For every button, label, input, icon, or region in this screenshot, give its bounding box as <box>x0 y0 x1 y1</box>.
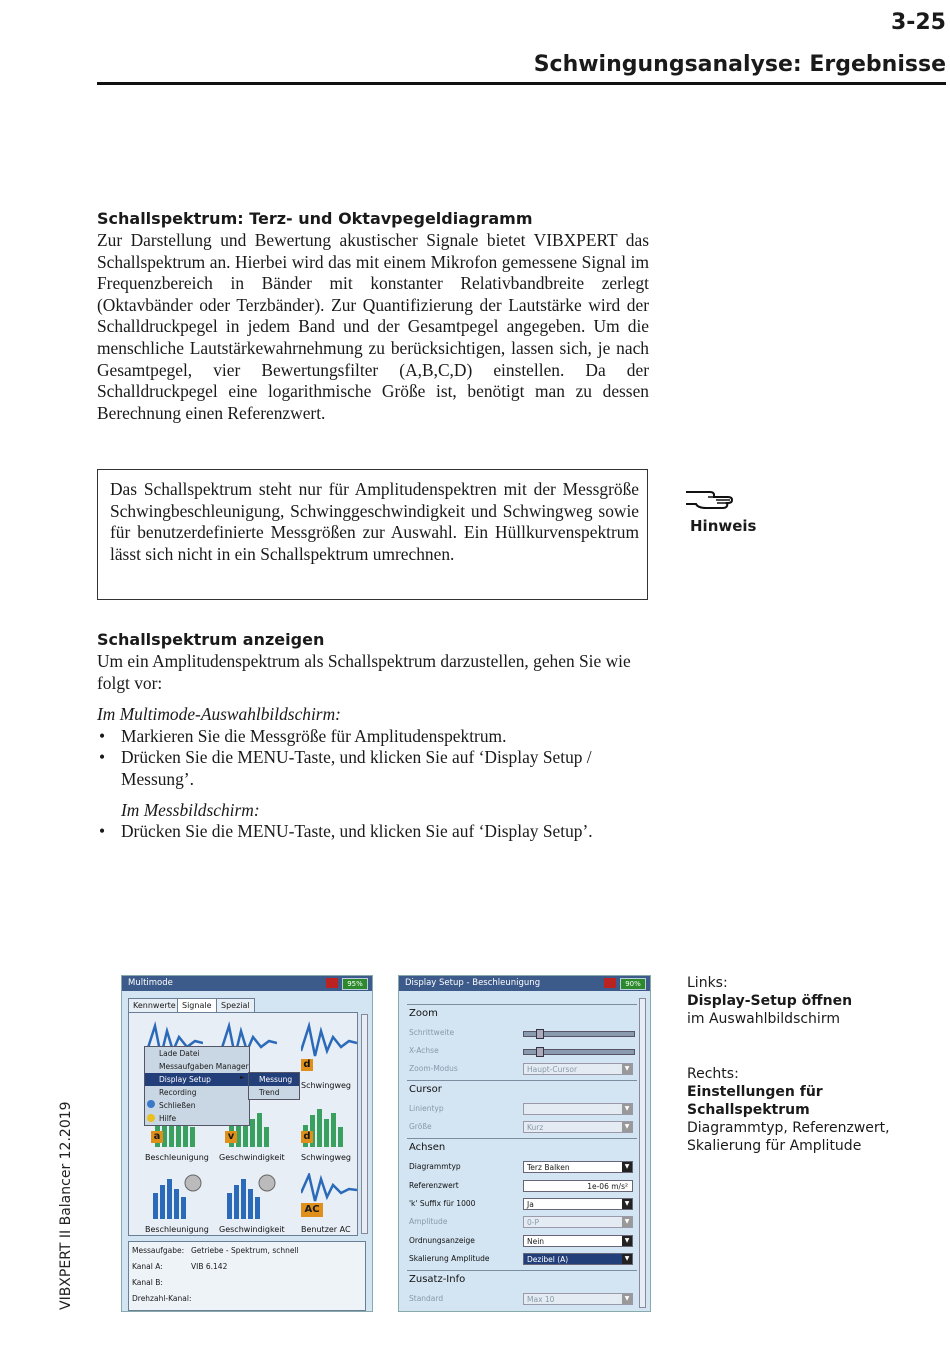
label-referenzwert: Referenzwert <box>409 1181 459 1190</box>
select-skalierung-amplitude[interactable] <box>523 1253 633 1265</box>
header-rule <box>97 82 946 85</box>
note-text: Das Schallspektrum steht nur für Amplitudenspektren mit der Messgröße Schwingbeschleunigung, Schwinggeschwindigkeit und Schwingweg sowie für benutzerdefinierte Messgrößen zur Auswahl. Ein Hüllkurvenspektrum lässt sich nicht in ein Schallspektrum umrechnen. <box>110 479 639 564</box>
info-key: Drehzahl-Kanal: <box>132 1294 192 1303</box>
battery-indicator: 95% <box>342 978 368 990</box>
list-item: • Drücken Sie die MENU-Taste, und klicken Sie auf ‘Display Setup’. <box>97 821 649 843</box>
multimode-screen <box>121 975 373 1312</box>
info-panel <box>128 1241 366 1311</box>
tile-label: Geschwindigkeit <box>219 1225 285 1234</box>
select-groesse[interactable] <box>523 1121 633 1133</box>
tile-letter: d <box>301 1131 313 1143</box>
tile-letter: d <box>301 1059 313 1071</box>
select-linientyp[interactable] <box>523 1103 633 1115</box>
slider-x-achse[interactable] <box>523 1049 635 1055</box>
select-value: Terz Balken <box>527 1163 570 1172</box>
section-rule <box>407 1004 637 1005</box>
spectrum-gear-icon <box>225 1173 277 1219</box>
tile-label: Benutzer AC <box>301 1225 351 1234</box>
caption-title: Einstellungen für Schallspektrum <box>687 1084 823 1118</box>
label-k-suffix: 'k' Suffix für 1000 <box>409 1199 476 1208</box>
select-standard[interactable] <box>523 1293 633 1305</box>
section-show-spectrum <box>97 630 649 843</box>
submenu-item-trend[interactable]: Trend <box>259 1088 280 1097</box>
context-menu <box>144 1046 250 1126</box>
select-amplitude[interactable] <box>523 1216 633 1228</box>
menu-item-hilfe[interactable]: Hilfe <box>159 1114 177 1123</box>
select-value: Dezibel (A) <box>527 1255 569 1264</box>
menu-item-schliessen[interactable]: Schließen <box>159 1101 196 1110</box>
tab-spezial[interactable]: Spezial <box>216 998 255 1013</box>
dropdown-arrow-icon: ▼ <box>622 1104 632 1114</box>
select-value: Max 10 <box>527 1295 555 1304</box>
menu-item-recording[interactable]: Recording <box>159 1088 197 1097</box>
tile-label: Beschleunigung <box>145 1153 209 1162</box>
info-value: VIB 6.142 <box>191 1262 228 1271</box>
side-footer: VIBXPERT II Balancer 12.2019 <box>58 1101 74 1310</box>
select-value: 0-P <box>527 1218 540 1227</box>
section-zoom: Zoom <box>409 1008 438 1019</box>
section-achsen: Achsen <box>409 1142 446 1153</box>
caption-prefix: Links: <box>687 975 728 991</box>
caption-right <box>687 1065 947 1155</box>
section-intro: Um ein Amplitudenspektrum als Schallspektrum darzustellen, gehen Sie wie folgt vor: <box>97 651 631 693</box>
scrollbar[interactable] <box>639 998 646 1308</box>
list-item: • Drücken Sie die MENU-Taste, und klicken Sie auf ‘Display Setup / Messung’. <box>97 747 649 790</box>
label-groesse: Größe <box>409 1122 432 1131</box>
select-value: Nein <box>527 1237 545 1246</box>
caption-desc: Diagrammtyp, Referenzwert, Skalierung für Amplitude <box>687 1120 890 1154</box>
steps-list-1 <box>97 726 649 791</box>
select-k-suffix[interactable] <box>523 1198 633 1210</box>
slider-handle[interactable] <box>536 1029 544 1039</box>
label-amplitude: Amplitude <box>409 1217 448 1226</box>
title-bar <box>122 976 372 991</box>
battery-indicator: 90% <box>620 978 646 990</box>
select-value: Kurz <box>527 1123 544 1132</box>
label-x-achse: X-Achse <box>409 1046 439 1055</box>
caption-prefix: Rechts: <box>687 1066 739 1082</box>
label-zoom-modus: Zoom-Modus <box>409 1064 458 1073</box>
dropdown-arrow-icon: ▼ <box>622 1162 632 1172</box>
section-zusatz-info: Zusatz-Info <box>409 1274 466 1285</box>
select-value: Ja <box>527 1200 534 1209</box>
label-standard: Standard <box>409 1294 444 1303</box>
waveform-icon <box>301 1173 357 1203</box>
section-rule <box>407 1270 637 1271</box>
scrollbar[interactable] <box>361 1014 368 1234</box>
dropdown-arrow-icon: ▼ <box>622 1199 632 1209</box>
close-icon <box>147 1100 155 1108</box>
select-value: Haupt-Cursor <box>527 1065 578 1074</box>
dropdown-arrow-icon: ▼ <box>622 1217 632 1227</box>
section-sound-spectrum <box>97 209 649 424</box>
flag-icon <box>326 978 338 988</box>
chapter-title: Schwingungsanalyse: Ergebnisse <box>533 52 946 77</box>
select-zoom-modus[interactable] <box>523 1063 633 1075</box>
tab-signale[interactable]: Signale <box>177 998 217 1013</box>
slider-schrittweite[interactable] <box>523 1031 635 1037</box>
menu-item-lade-datei[interactable]: Lade Datei <box>159 1049 200 1058</box>
tile-letter: AC <box>301 1203 323 1217</box>
screen-title: Display Setup - Beschleunigung <box>405 978 541 988</box>
tile-label: Schwingweg <box>301 1153 352 1162</box>
tile-label: Schwingweg <box>301 1081 352 1090</box>
info-key: Kanal A: <box>132 1262 163 1271</box>
select-diagrammtyp[interactable] <box>523 1161 633 1173</box>
dropdown-arrow-icon: ▼ <box>622 1122 632 1132</box>
dropdown-arrow-icon: ▼ <box>622 1236 632 1246</box>
steps-list-2 <box>97 821 649 843</box>
tab-kennwerte[interactable]: Kennwerte <box>128 998 181 1013</box>
section-body: Zur Darstellung und Bewertung akustischer Signale bietet VIBXPERT das Schallspektrum an. Hierbei wird das mit einem Mikrofon gemessene Signal im Frequenzbereich in Bänder mit konstanter Relativbandbreite zerlegt (Oktavbänder oder Terzbänder). Zur Quantifizierung der Lautstärke wird der Schalldruckpegel in jedem Band und der Gesamtpegel angegeben. Um die menschliche Lautstärkewahrnehmung zu berücksichtigen, lassen sich, je nach Gesamtpegel, vier Bewertungsfilter (A,B,C,D) einstellen. Da der Schalldruckpegel eine logarithmische Größe ist, benötigt man zu dessen Berechnung einen Referenzwert. <box>97 230 649 423</box>
display-setup-screen <box>398 975 651 1312</box>
info-key: Messaufgabe: <box>132 1246 185 1255</box>
help-icon <box>147 1114 155 1122</box>
submenu <box>248 1072 300 1100</box>
submenu-arrow-icon: ► <box>240 1074 245 1081</box>
info-key: Kanal B: <box>132 1278 163 1287</box>
label-schrittweite: Schrittweite <box>409 1028 455 1037</box>
input-referenzwert[interactable]: 1e-06 m/s² <box>523 1180 633 1192</box>
label-diagrammtyp: Diagrammtyp <box>409 1162 461 1171</box>
caption-title: Display-Setup öffnen <box>687 993 853 1009</box>
label-linientyp: Linientyp <box>409 1104 444 1113</box>
pointing-hand-icon <box>684 484 736 510</box>
dropdown-arrow-icon: ▼ <box>622 1294 632 1304</box>
caption-left <box>687 974 852 1028</box>
waveform-icon <box>301 1021 357 1063</box>
title-bar <box>399 976 650 991</box>
menu-item-messaufgaben-manager[interactable]: Messaufgaben Manager <box>159 1062 249 1071</box>
tile-label: Beschleunigung <box>145 1225 209 1234</box>
section-rule <box>407 1138 637 1139</box>
tile-letter: a <box>151 1131 163 1143</box>
section-heading: Schallspektrum: Terz- und Oktavpegeldiagramm <box>97 209 533 228</box>
dropdown-arrow-icon: ▼ <box>622 1254 632 1264</box>
label-ordnungsanzeige: Ordnungsanzeige <box>409 1236 475 1245</box>
context-multimode: Im Multimode-Auswahlbildschirm: <box>97 704 341 725</box>
tile-letter: v <box>225 1131 237 1143</box>
menu-item-display-setup[interactable]: Display Setup <box>145 1073 249 1086</box>
section-cursor: Cursor <box>409 1084 442 1095</box>
caption-desc: im Auswahlbildschirm <box>687 1011 840 1027</box>
tile-label: Geschwindigkeit <box>219 1153 285 1162</box>
section-rule <box>407 1080 637 1081</box>
submenu-item-messung[interactable]: Messung <box>249 1073 299 1086</box>
label-skalierung-amplitude: Skalierung Amplitude <box>409 1254 490 1263</box>
hint-label: Hinweis <box>690 517 757 535</box>
slider-handle[interactable] <box>536 1047 544 1057</box>
section-heading: Schallspektrum anzeigen <box>97 630 325 649</box>
page-number: 3-25 <box>890 10 946 35</box>
flag-icon <box>604 978 616 988</box>
note-box <box>97 469 648 600</box>
screen-title: Multimode <box>128 978 173 988</box>
list-item: • Markieren Sie die Messgröße für Amplitudenspektrum. <box>97 726 649 748</box>
select-ordnungsanzeige[interactable] <box>523 1235 633 1247</box>
spectrum-gear-icon <box>151 1173 203 1219</box>
context-measurement: Im Messbildschirm: <box>121 799 260 820</box>
dropdown-arrow-icon: ▼ <box>622 1064 632 1074</box>
info-value: Getriebe - Spektrum, schnell <box>191 1246 299 1255</box>
